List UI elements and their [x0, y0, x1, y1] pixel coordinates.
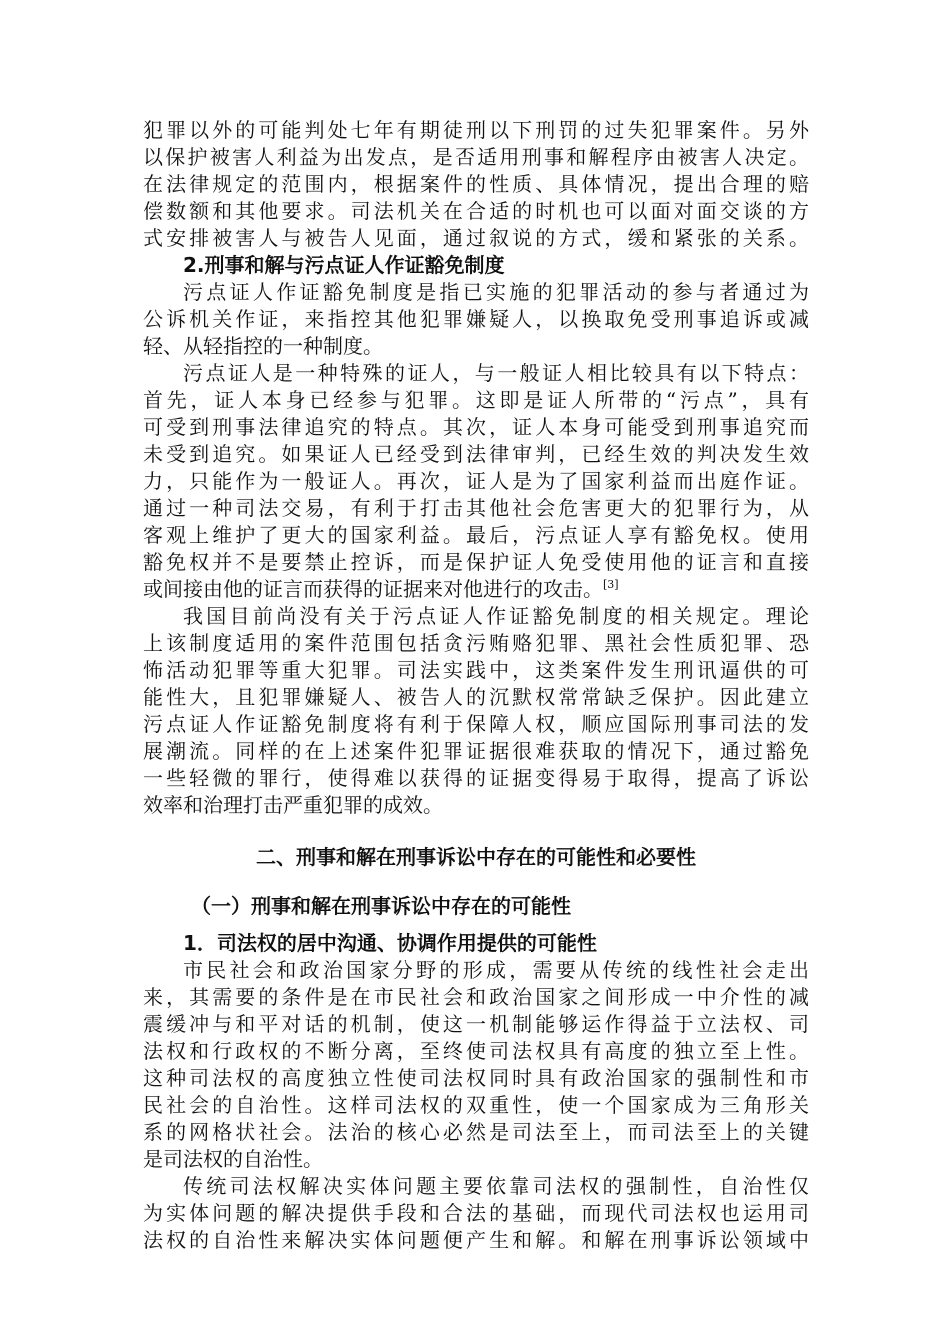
text-line: 民社会的自治性。这样司法权的双重性，使一个国家成为三角形关: [143, 1093, 809, 1117]
subheading-2: 2.刑事和解与污点证人作证豁免制度: [183, 253, 505, 277]
paragraph-traditional: [143, 1173, 809, 1254]
text-line: 为实体问题的解决提供手段和合法的基础，而现代司法权也运用司: [143, 1201, 809, 1225]
text-line: 法权和行政权的不断分离，至终使司法权具有高度的独立至上性。: [143, 1039, 809, 1063]
subheading-1: 1．司法权的居中沟通、协调作用提供的可能性: [183, 931, 597, 955]
section-title: 二、刑事和解在刑事诉讼中存在的可能性和必要性: [256, 845, 696, 869]
text-line: 这种司法权的高度独立性使司法权同时具有政治国家的强制性和市: [143, 1066, 809, 1090]
text-line: 来，其需要的条件是在市民社会和政治国家之间形成一中介性的减: [143, 985, 809, 1009]
citation-marker: [3]: [603, 578, 619, 591]
paragraph-features: [143, 360, 809, 603]
text-line: 法权的自治性来解决实体问题便产生和解。和解在刑事诉讼领域中: [143, 1228, 809, 1252]
text-line: 偿数额和其他要求。司法机关在合适的时机也可以面对面交谈的方: [143, 199, 809, 223]
text-line: 力，只能作为一般证人。再次，证人是为了国家利益而出庭作证。: [143, 469, 809, 493]
text-line: 传统司法权解决实体问题主要依靠司法权的强制性，自治性仅: [183, 1174, 809, 1198]
text-line: 未受到追究。如果证人已经受到法律审判，已经生效的判决发生效: [143, 442, 809, 466]
text-line: 效率和治理打击严重犯罪的成效。: [143, 793, 443, 817]
text-line: 客观上维护了更大的国家利益。最后，污点证人享有豁免权。使用: [143, 523, 809, 547]
text-line-content: 或间接由他的证言而获得的证据来对他进行的攻击。: [143, 577, 603, 601]
text-line: 一些轻微的罪行，使得难以获得的证据变得易于取得，提高了诉讼: [143, 766, 809, 790]
text-line: 轻、从轻指控的一种制度。: [143, 334, 383, 358]
text-line: 犯罪以外的可能判处七年有期徒刑以下刑罚的过失犯罪案件。另外: [143, 118, 809, 142]
text-line: 展潮流。同样的在上述案件犯罪证据很难获取的情况下，通过豁免: [143, 739, 809, 763]
text-line: 可受到刑事法律追究的特点。其次，证人本身可能受到刑事追究而: [143, 415, 809, 439]
text-line: 以保护被害人利益为出发点，是否适用刑事和解程序由被害人决定。: [143, 145, 809, 169]
text-line: 在法律规定的范围内，根据案件的性质、具体情况，提出合理的赔: [143, 172, 809, 196]
text-line: 市民社会和政治国家分野的形成，需要从传统的线性社会走出: [183, 958, 809, 982]
spacer: [143, 871, 809, 893]
text-line: 污点证人是一种特殊的证人，与一般证人相比较具有以下特点：: [183, 361, 809, 385]
text-line: 污点证人作证豁免制度是指已实施的犯罪活动的参与者通过为: [183, 280, 809, 304]
text-line: 公诉机关作证，来指控其他犯罪嫌疑人，以换取免受刑事追诉或减: [143, 307, 809, 331]
document-body: [143, 117, 809, 1254]
text-line: 上该制度适用的案件范围包括贪污贿赂犯罪、黑社会性质犯罪、恐: [143, 631, 809, 655]
text-line: 我国目前尚没有关于污点证人作证豁免制度的相关规定。理论: [183, 604, 809, 628]
paragraph-intro: [143, 117, 809, 252]
text-line: 式安排被害人与被告人见面，通过叙说的方式，缓和紧张的关系。: [143, 226, 809, 250]
text-line: 系的网格状社会。法治的核心必然是司法至上，而司法至上的关键: [143, 1120, 809, 1144]
subsection-title: （一）刑事和解在刑事诉讼中存在的可能性: [191, 894, 571, 918]
spacer: [143, 819, 809, 844]
paragraph-definition: [143, 279, 809, 360]
text-line: 是司法权的自治性。: [143, 1147, 323, 1171]
text-line: 震缓冲与和平对话的机制，使这一机制能够运作得益于立法权、司: [143, 1012, 809, 1036]
spacer: [143, 920, 809, 930]
text-line: 豁免权并不是要禁止控诉，而是保护证人免受使用他的证言和直接: [143, 550, 809, 574]
text-line: 能性大，且犯罪嫌疑人、被告人的沉默权常常缺乏保护。因此建立: [143, 685, 809, 709]
text-line: 首先，证人本身已经参与犯罪。这即是证人所带的“污点”，具有: [143, 388, 809, 412]
text-line: 污点证人作证豁免制度将有利于保障人权，顺应国际刑事司法的发: [143, 712, 809, 736]
text-line: 怖活动犯罪等重大犯罪。司法实践中，这类案件发生刑讯逼供的可: [143, 658, 809, 682]
paragraph-civil-society: [143, 957, 809, 1173]
text-line: [143, 576, 809, 603]
paragraph-china: [143, 603, 809, 819]
text-line: 通过一种司法交易，有利于打击其他社会危害更大的犯罪行为，从: [143, 496, 809, 520]
